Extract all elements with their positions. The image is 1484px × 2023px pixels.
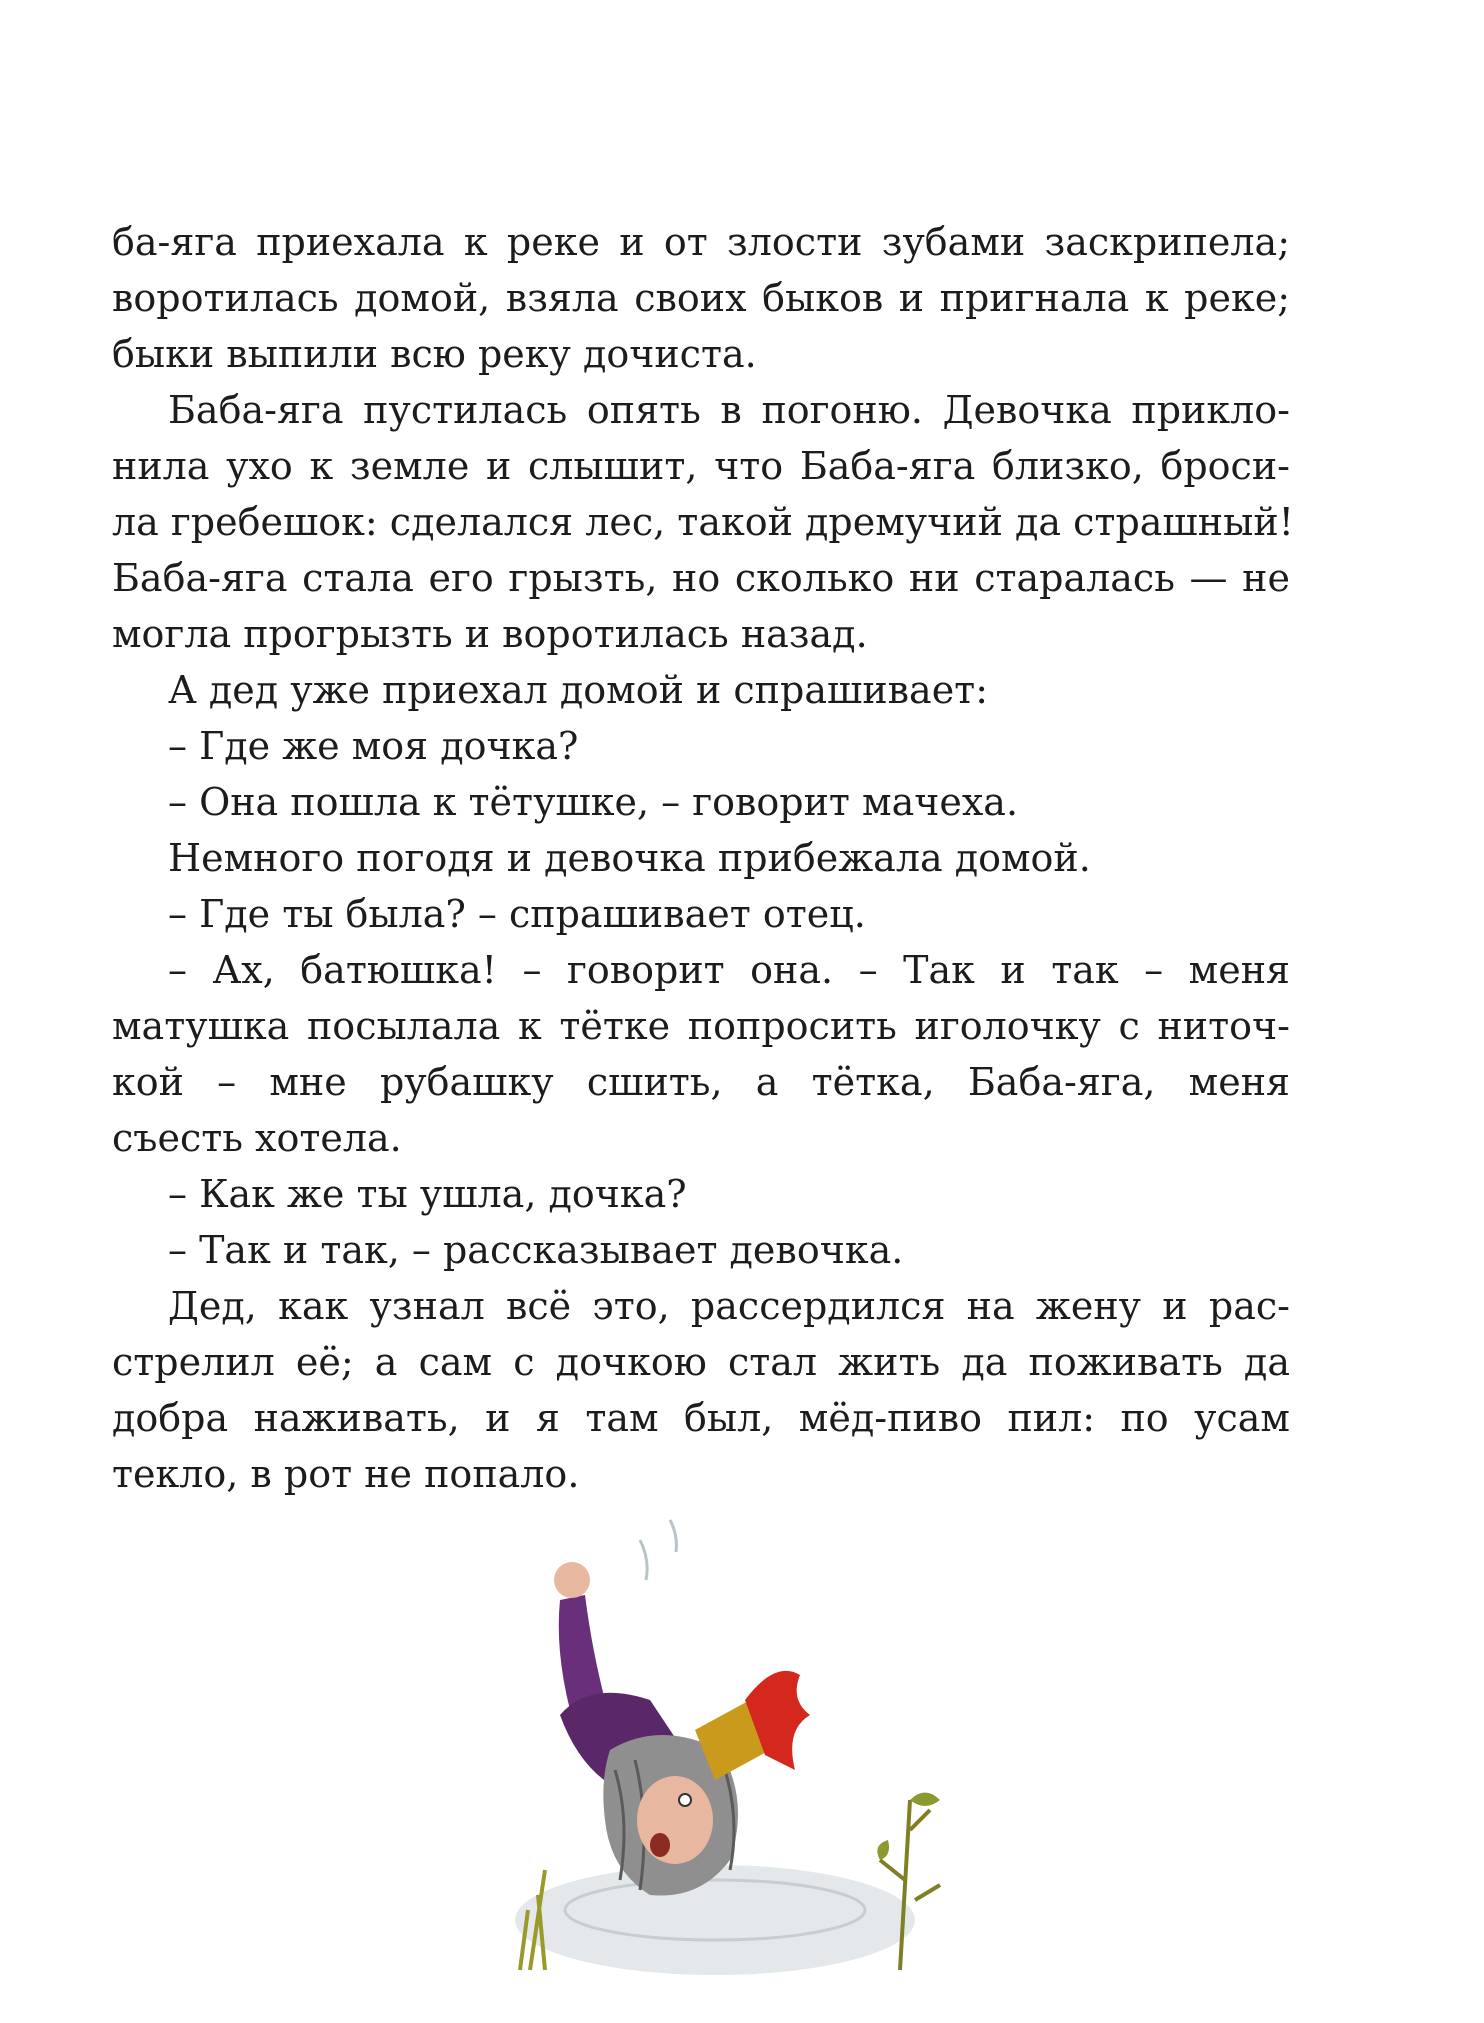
story-text [112,214,1294,1502]
face [637,1776,713,1864]
text-line: могла прогрызть и воротилась назад. [112,612,868,656]
robe-arm [559,1595,605,1710]
eye [679,1794,691,1806]
text-line: А дед уже приехал домой и спрашивает: [168,668,989,712]
text-line: съесть хотела. [112,1116,402,1160]
leaf-right-2 [877,1840,889,1860]
baba-yaga-illustration-icon [500,1500,960,2000]
text-line: – Ах, батюшка! – говорит она. – Так и так – меня [168,948,1290,992]
mouth [650,1833,670,1857]
leaf-right [910,1793,940,1807]
text-line: Баба-яга стала его грызть, но сколько ни старалась — не [112,556,1290,600]
splash-drops [640,1520,676,1580]
text-line: быки выпили всю реку дочиста. [112,332,757,376]
text-line: Баба-яга пустилась опять в погоню. Девочка прикло- [168,388,1290,432]
text-line: Дед, как узнал всё это, рассердился на жену и рас- [168,1284,1290,1328]
text-line: – Так и так, – рассказывает девочка. [168,1228,904,1272]
text-line: стрелил её; а сам с дочкою стал жить да поживать да [112,1340,1290,1384]
text-line: – Где же моя дочка? [168,724,579,768]
text-line: ба-яга приехала к реке и от злости зубами заскрипела; [112,220,1290,264]
text-line: воротилась домой, взяла своих быков и пригнала к реке; [112,276,1290,320]
text-line: ла гребешок: сделался лес, такой дремучий да страшный! [112,500,1294,544]
text-line: Немного погодя и девочка прибежала домой. [168,836,1091,880]
text-line: – Где ты была? – спрашивает отец. [168,892,866,936]
text-line: нила ухо к земле и слышит, что Баба-яга близко, броси- [112,444,1290,488]
text-line: текло, в рот не попало. [112,1452,580,1496]
text-line: – Как же ты ушла, дочка? [168,1172,687,1216]
text-line: матушка посылала к тётке попросить иголочку с ниточ- [112,1004,1290,1048]
text-line: – Она пошла к тётушке, – говорит мачеха. [168,780,1019,824]
text-line: добра наживать, и я там был, мёд-пиво пил: по усам [112,1396,1290,1440]
text-line: кой – мне рубашку сшить, а тётка, Баба-яга, меня [112,1060,1290,1104]
hand [554,1562,590,1598]
